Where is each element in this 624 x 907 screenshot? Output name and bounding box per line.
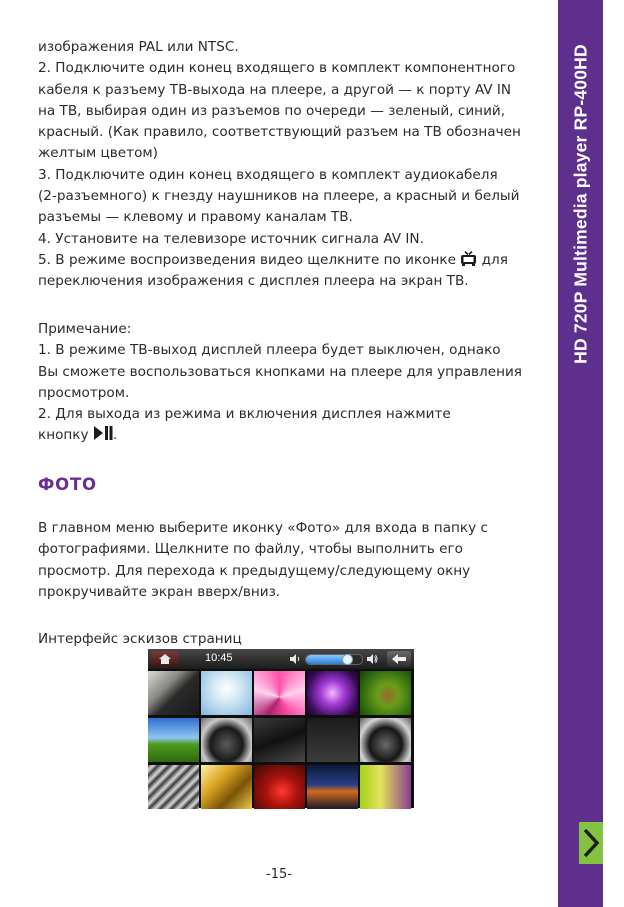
thumbnails-caption: Интерфейс эскизов страниц — [38, 631, 242, 647]
product-title-text: HD 720P Multimedia player RP-400HD — [570, 44, 590, 364]
photo-description — [38, 518, 548, 603]
next-page-button[interactable] — [579, 822, 603, 864]
home-icon — [151, 651, 179, 667]
text-line: прокручивайте экран вверх/вниз. — [38, 583, 281, 600]
thumbnail-man-in-suit[interactable] — [148, 671, 199, 715]
thumbnail-red-car[interactable] — [254, 765, 305, 809]
text-line: 2. Подключите один конец входящего в комплект компонентного — [38, 60, 516, 77]
tv-output-icon — [460, 251, 477, 266]
thumbnail-silver-texture[interactable] — [148, 765, 199, 809]
back-arrow-icon — [387, 651, 411, 667]
thumbnail-green-frog[interactable] — [360, 671, 411, 715]
text-line: желтым цветом) — [38, 145, 158, 162]
thumbnail-dark-gradient[interactable] — [307, 718, 358, 762]
text-line: просмотром. — [38, 384, 130, 401]
back-button[interactable] — [387, 651, 411, 667]
text-line: 1. В режиме ТВ-выход дисплей плеера будет выключен, однако — [38, 342, 501, 359]
home-button[interactable] — [151, 651, 179, 667]
text-line: Вы сможете воспользоваться кнопками на плеере для управления — [38, 363, 522, 380]
device-screen-thumbnails — [148, 649, 414, 808]
thumbnail-dark-abstract[interactable] — [254, 718, 305, 762]
sidebar — [558, 0, 603, 907]
text-line: красный. (Как правило, соответствующий разъем на ТВ обозначен — [38, 124, 521, 141]
text-line: фотографиями. Щелкните по файлу, чтобы выполнить его — [38, 541, 463, 558]
volume-down-icon[interactable] — [289, 653, 301, 665]
volume-slider[interactable] — [305, 654, 363, 665]
text-line: переключения изображения с дисплея плеера на экран ТВ. — [38, 273, 469, 290]
thumbnail-green-yellow-gradient[interactable] — [360, 765, 411, 809]
step-5-line: 5. В режиме воспроизведения видео щелкните по иконке для — [38, 251, 508, 268]
play-pause-icon — [93, 425, 113, 441]
text-line: изображения PAL или NTSC. — [38, 39, 239, 55]
thumbnail-ballerina-sky[interactable] — [201, 671, 252, 715]
text-line: просмотр. Для перехода к предыдущему/следующему окну — [38, 562, 471, 579]
section-heading-photo: ФОТО — [38, 475, 97, 494]
text-line: разъемы — клевому и правому каналам ТВ. — [38, 209, 353, 226]
thumbnail-pink-rays[interactable] — [254, 671, 305, 715]
text-line: (2-разъемного) к гнезду наушников на плеере, а красный и белый — [38, 188, 520, 205]
text-line: 3. Подключите один конец входящего в комплект аудиокабеля — [38, 166, 498, 183]
thumbnail-grid — [148, 671, 414, 808]
instructions-block — [38, 37, 548, 293]
text-line: В главном меню выберите иконку «Фото» для входа в папку с — [38, 520, 488, 536]
thumbnail-purple-flower[interactable] — [307, 671, 358, 715]
thumbnail-black-car[interactable] — [201, 718, 252, 762]
volume-up-icon[interactable] — [366, 653, 378, 665]
volume-slider-knob[interactable] — [342, 654, 353, 665]
clock-text: 10:45 — [205, 652, 233, 664]
text-line: 4. Установите на телевизоре источник сигнала AV IN. — [38, 230, 424, 247]
text-line: 2. Для выхода из режима и включения дисплея нажмите — [38, 406, 451, 423]
chevron-right-icon — [579, 822, 603, 864]
screen-top-bar — [148, 649, 414, 669]
text-line: кабеля к разъему ТВ-выхода на плеере, а другой — к порту AV IN — [38, 81, 512, 98]
note-title: Примечание: — [38, 321, 132, 337]
thumbnail-gold-texture[interactable] — [201, 765, 252, 809]
thumbnail-tower-bridge[interactable] — [307, 765, 358, 809]
thumbnail-black-car-2[interactable] — [360, 718, 411, 762]
thumbnail-green-field[interactable] — [148, 718, 199, 762]
note-last-line: кнопку . — [38, 427, 118, 444]
text-line: на ТВ, выбирая один из разъемов по очереди — зеленый, синий, — [38, 102, 506, 119]
page-number: -15- — [266, 867, 292, 882]
note-block — [38, 319, 548, 447]
product-title-vertical — [558, 14, 603, 394]
